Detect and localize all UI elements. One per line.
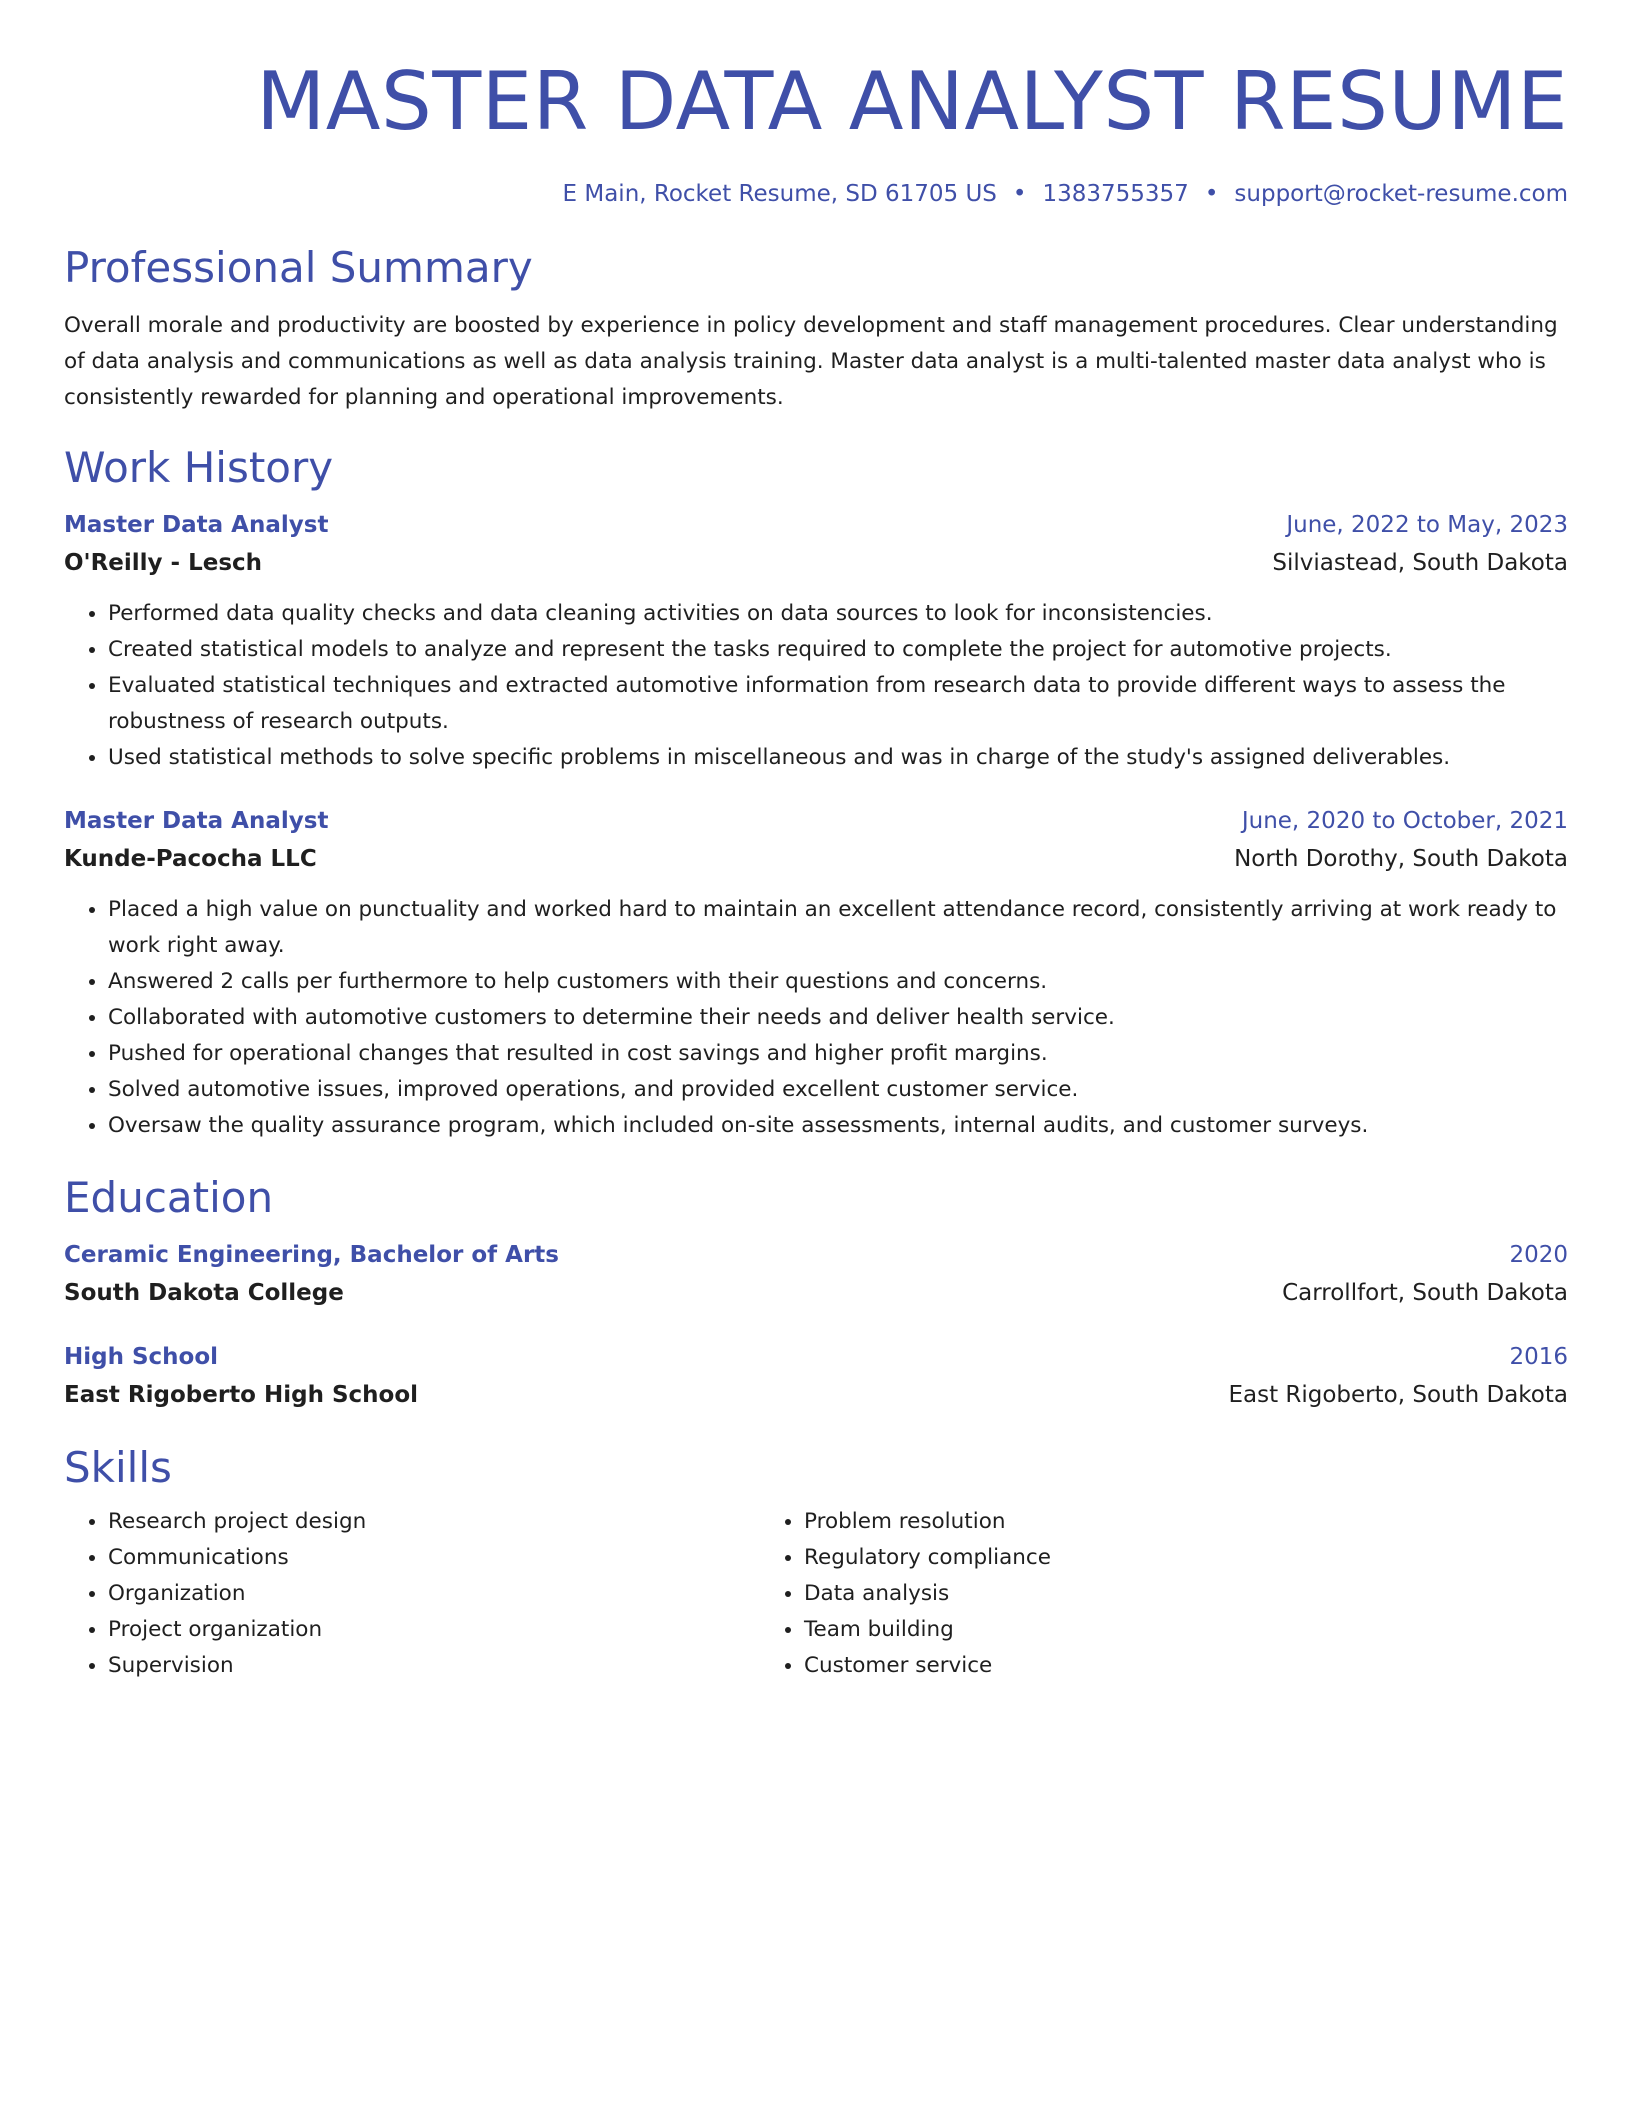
job-bullets — [64, 892, 1568, 1144]
skills-heading: Skills — [64, 1443, 172, 1492]
contact-address: E Main, Rocket Resume, SD 61705 US — [562, 181, 997, 207]
job-bullet: • Oversaw the quality assurance program, which included on-site assessments, internal audits, and customer surveys. — [108, 1108, 1568, 1144]
skills-right-list — [760, 1504, 1456, 1684]
job-bullet: • Used statistical methods to solve specific problems in miscellaneous and was in charge of the study's assigned deliverables. — [108, 740, 1568, 776]
job-entry — [64, 506, 1568, 776]
job-bullet: • Pushed for operational changes that resulted in cost savings and higher profit margins. — [108, 1036, 1568, 1072]
job-company: Kunde-Pacocha LLC — [64, 846, 317, 872]
education-location: Carrollfort, South Dakota — [1282, 1280, 1568, 1306]
job-title: Master Data Analyst — [64, 808, 329, 834]
skill-item: • Research project design — [108, 1504, 760, 1540]
job-bullet: • Answered 2 calls per furthermore to help customers with their questions and concerns. — [108, 964, 1568, 1000]
job-header-row — [64, 802, 1568, 840]
resume-title: MASTER DATA ANALYST RESUME — [256, 55, 1568, 148]
contact-line — [64, 178, 1568, 210]
skill-item: • Organization — [108, 1576, 760, 1612]
job-title: Master Data Analyst — [64, 512, 329, 538]
summary-heading: Professional Summary — [64, 243, 533, 292]
education-school-row — [64, 1376, 1568, 1414]
skill-item: • Project organization — [108, 1612, 760, 1648]
skill-item: • Customer service — [804, 1648, 1456, 1684]
job-company-row — [64, 544, 1568, 582]
job-header-row — [64, 506, 1568, 544]
job-bullet: • Solved automotive issues, improved operations, and provided excellent customer service. — [108, 1072, 1568, 1108]
skill-item: • Supervision — [108, 1648, 760, 1684]
education-header-row — [64, 1338, 1568, 1376]
skill-item: • Team building — [804, 1612, 1456, 1648]
job-company-row — [64, 840, 1568, 878]
job-bullet: • Created statistical models to analyze and represent the tasks required to complete the project for automotive projects. — [108, 632, 1568, 668]
skill-item: • Problem resolution — [804, 1504, 1456, 1540]
contact-phone: 1383755357 — [1042, 181, 1189, 207]
education-entry — [64, 1338, 1568, 1414]
education-year: 2016 — [1509, 1344, 1568, 1370]
education-degree: High School — [64, 1344, 219, 1370]
job-location: Silviastead, South Dakota — [1272, 550, 1568, 576]
job-bullet: • Placed a high value on punctuality and worked hard to maintain an excellent attendance record, consistently arriving at work ready to work right away. — [108, 892, 1568, 964]
job-bullet: • Collaborated with automotive customers to determine their needs and deliver health service. — [108, 1000, 1568, 1036]
summary-text: Overall morale and productivity are boosted by experience in policy development and staff management procedures. Clear understanding of data analysis and communications as well as data analysis training. Master data analyst is a multi-talented master data analyst who is consistently rewarded for planning and operational improvements. — [64, 313, 1558, 410]
education-entry — [64, 1236, 1568, 1312]
education-school: South Dakota College — [64, 1280, 344, 1306]
education-location: East Rigoberto, South Dakota — [1228, 1382, 1568, 1408]
skill-item: • Data analysis — [804, 1576, 1456, 1612]
education-school-row — [64, 1274, 1568, 1312]
education-header-row — [64, 1236, 1568, 1274]
job-bullets — [64, 596, 1568, 776]
skills-columns — [64, 1504, 1568, 1684]
job-dates: June, 2022 to May, 2023 — [1286, 512, 1568, 538]
skills-left-list — [64, 1504, 760, 1684]
education-heading: Education — [64, 1173, 274, 1222]
job-bullet: • Performed data quality checks and data cleaning activities on data sources to look for inconsistencies. — [108, 596, 1568, 632]
contact-separator: • — [1012, 181, 1027, 207]
job-company: O'Reilly - Lesch — [64, 550, 263, 576]
job-bullet: • Evaluated statistical techniques and extracted automotive information from research data to provide different ways to assess the robustness of research outputs. — [108, 668, 1568, 740]
job-dates: June, 2020 to October, 2021 — [1241, 808, 1568, 834]
education-school: East Rigoberto High School — [64, 1382, 419, 1408]
contact-separator: • — [1204, 181, 1219, 207]
work-history-heading: Work History — [64, 443, 334, 492]
job-entry — [64, 802, 1568, 1144]
education-year: 2020 — [1509, 1242, 1568, 1268]
contact-email[interactable]: support@rocket-resume.com — [1234, 181, 1568, 207]
job-location: North Dorothy, South Dakota — [1234, 846, 1568, 872]
skill-item: • Regulatory compliance — [804, 1540, 1456, 1576]
education-degree: Ceramic Engineering, Bachelor of Arts — [64, 1242, 559, 1268]
skill-item: • Communications — [108, 1540, 760, 1576]
